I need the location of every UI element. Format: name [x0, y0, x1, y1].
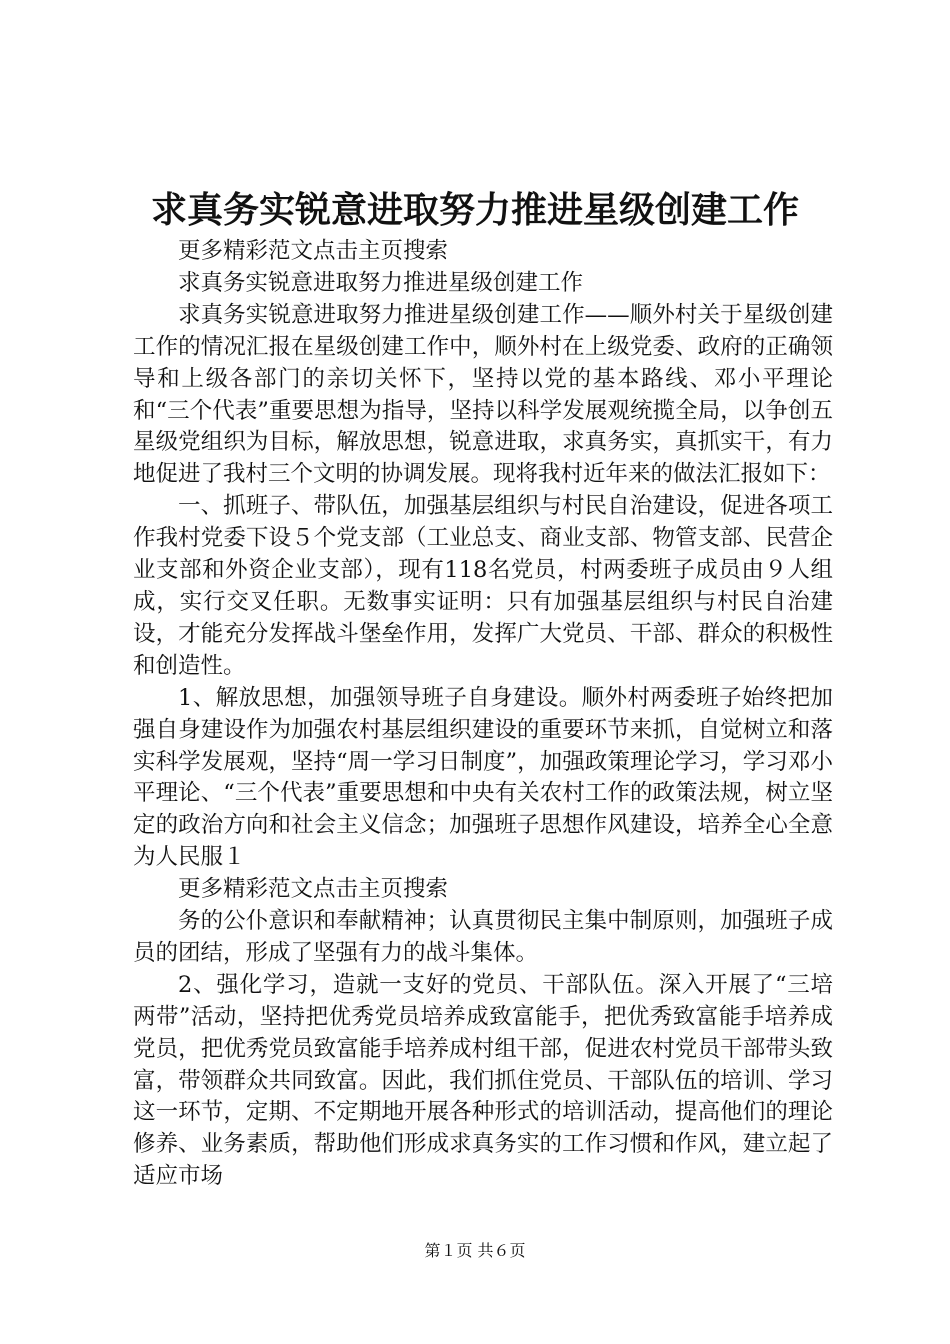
- paragraph-section-one: 一、抓班子、带队伍，加强基层组织与村民自治建设，促进各项工作我村党委下设５个党支部（工业总支、商业支部、物管支部、民营企业支部和外资企业支部），现有118名党员，村两委班子成员由９人组成，实行交叉任职。无数事实证明：只有加强基层组织与村民自治建设，才能充分发挥战斗堡垒作用，发挥广大党员、干部、群众的积极性和创造性。: [133, 493, 833, 679]
- paragraph-more-link-top: 更多精彩范文点击主页搜索: [178, 238, 449, 264]
- paragraph-item-two: 2、强化学习，造就一支好的党员、干部队伍。深入开展了“三培两带”活动，坚持把优秀党员培养成致富能手，把优秀致富能手培养成党员，把优秀党员致富能手培养成村组干部，促进农村党员干部带头致富，带领群众共同致富。因此，我们抓住党员、干部队伍的培训、学习这一环节，定期、不定期地开展各种形式的培训活动，提高他们的理论修养、业务素质，帮助他们形成求真务实的工作习惯和作风，建立起了适应市场: [133, 971, 833, 1190]
- paragraph-item-one-continued: 务的公仆意识和奉献精神；认真贯彻民主集中制原则，加强班子成员的团结，形成了坚强有力的战斗集体。: [133, 908, 833, 966]
- paragraph-item-one: 1、解放思想，加强领导班子自身建设。顺外村两委班子始终把加强自身建设作为加强农村基层组织建设的重要环节来抓，自觉树立和落实科学发展观，坚持“周一学习日制度”，加强政策理论学习，学习邓小平理论、“三个代表”重要思想和中央有关农村工作的政策法规，树立坚定的政治方向和社会主义信念；加强班子思想作风建设，培养全心全意为人民服１: [133, 684, 833, 871]
- document-body: [133, 236, 833, 1193]
- paragraph-more-link-middle: 更多精彩范文点击主页搜索: [178, 876, 449, 903]
- paragraph-subtitle: 求真务实锐意进取努力推进星级创建工作: [178, 269, 584, 296]
- document-title: 求真务实锐意进取努力推进星级创建工作: [150, 189, 799, 231]
- page-number-footer: 第１页 共６页: [424, 1241, 526, 1260]
- paragraph-intro: 求真务实锐意进取努力推进星级创建工作——顺外村关于星级创建工作的情况汇报在星级创建工作中，顺外村在上级党委、政府的正确领导和上级各部门的亲切关怀下，坚持以党的基本路线、邓小平理论和“三个代表”重要思想为指导，坚持以科学发展观统揽全局，以争创五星级党组织为目标，解放思想，锐意进取，求真务实，真抓实干，有力地促进了我村三个文明的协调发展。现将我村近年来的做法汇报如下：: [133, 301, 833, 488]
